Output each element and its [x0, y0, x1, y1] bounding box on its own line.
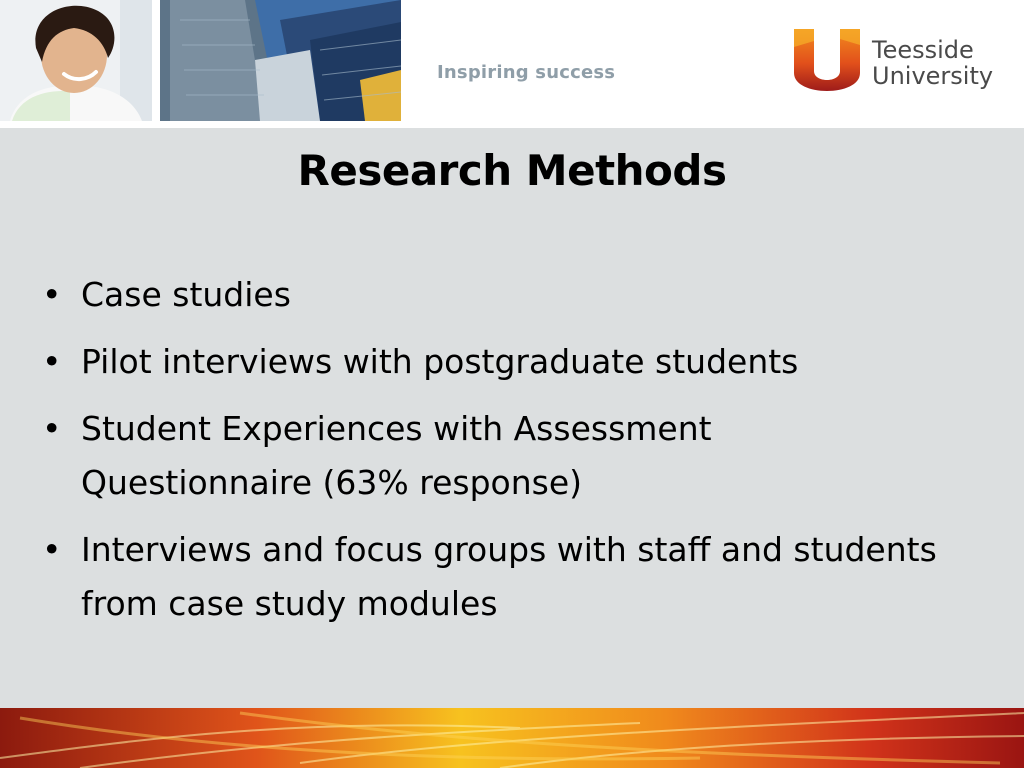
bullet-text: Interviews and focus groups with staff and students from case study modules	[81, 530, 937, 623]
bullet-text: Pilot interviews with postgraduate students	[81, 342, 799, 381]
fire-footer-banner	[0, 708, 1024, 768]
bullet-item	[40, 268, 940, 322]
campus-building-photo	[160, 0, 401, 121]
tagline: Inspiring success	[437, 62, 616, 83]
header-banner	[0, 0, 1024, 124]
logo-text-line1: Teesside	[872, 36, 974, 64]
slide-title: Research Methods	[297, 146, 727, 195]
teesside-university-logo	[792, 23, 1002, 103]
slide-content	[0, 128, 1024, 708]
bullet-text: Student Experiences with Assessment Questionnaire (63% response)	[81, 409, 712, 502]
bullet-item	[40, 402, 940, 510]
bullet-item	[40, 523, 940, 631]
bullet-item	[40, 335, 940, 389]
bullet-dot-icon: •	[42, 342, 62, 381]
bullet-text: Case studies	[81, 275, 291, 314]
logo-text-line2: University	[872, 62, 994, 90]
bullet-dot-icon: •	[42, 530, 62, 569]
bullet-dot-icon: •	[42, 409, 62, 448]
student-photo	[0, 0, 152, 121]
bullet-list	[40, 268, 940, 644]
bullet-dot-icon: •	[42, 275, 62, 314]
university-shield-icon	[792, 23, 862, 103]
